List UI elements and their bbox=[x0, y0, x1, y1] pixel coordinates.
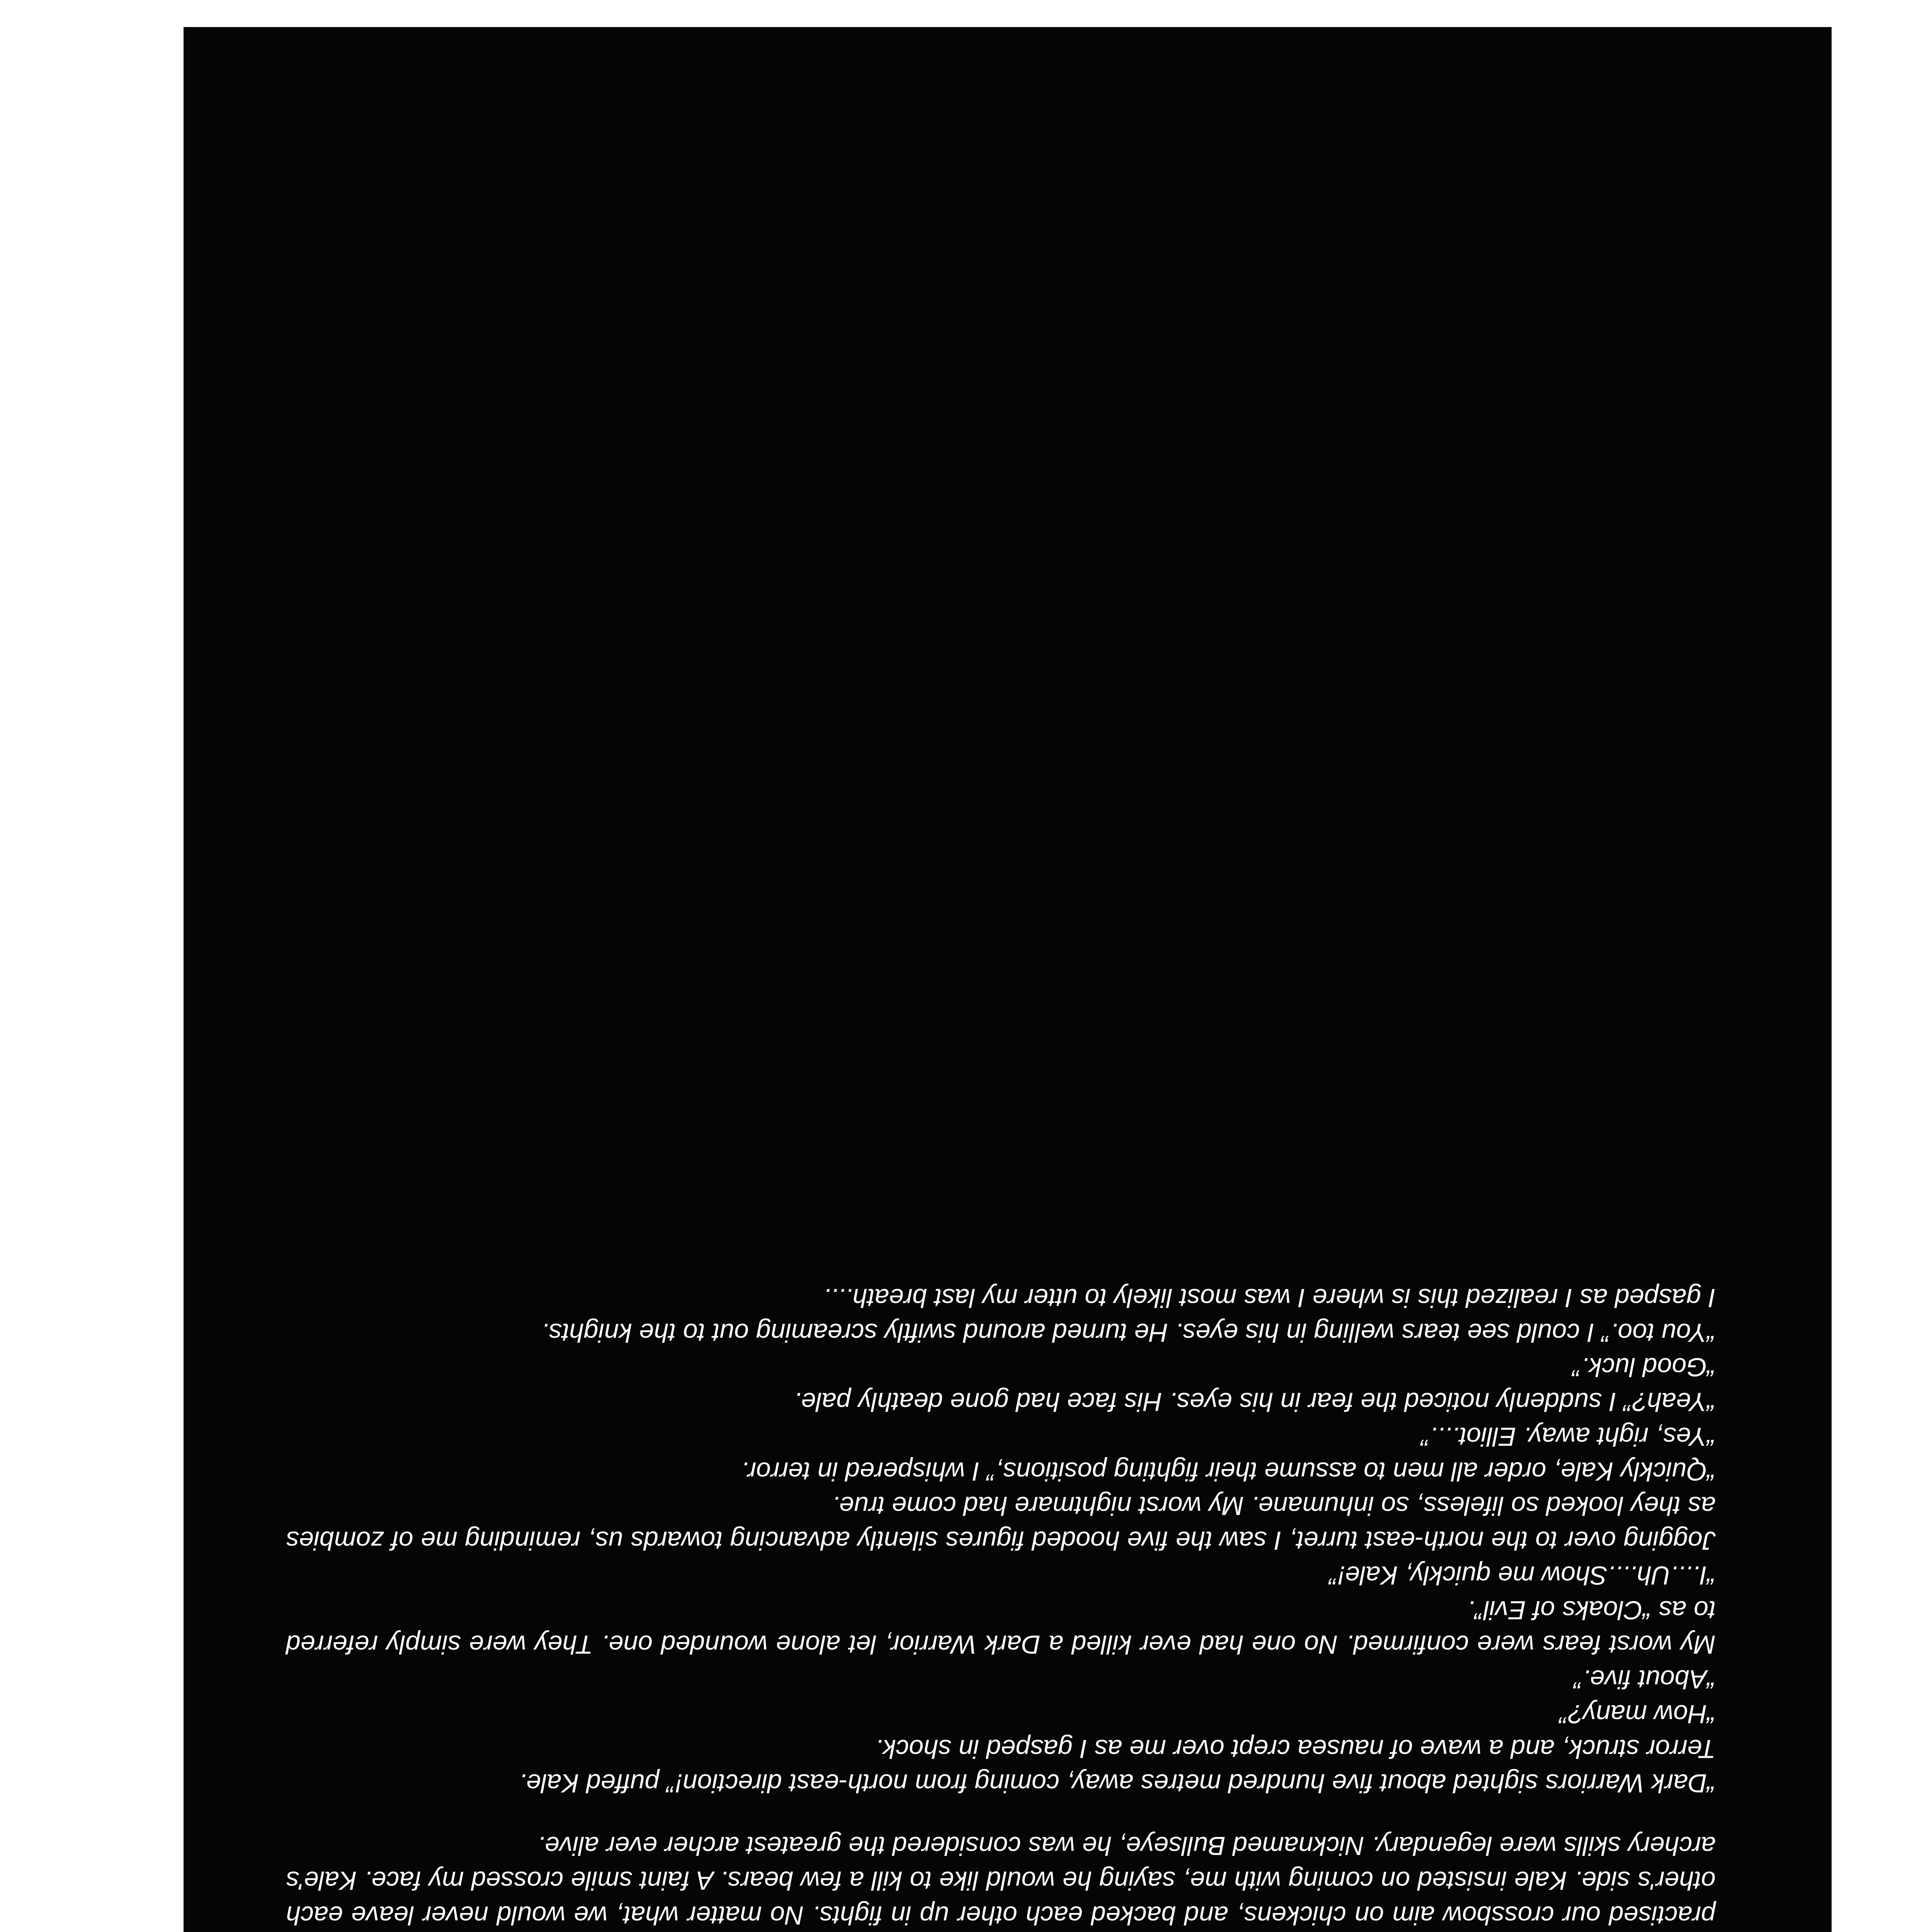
document-page bbox=[184, 27, 1832, 1932]
document-content bbox=[286, 1252, 1716, 1932]
paragraph-4-dialogue: “Dark Warriors sighted about five hundred metres away, coming from north-east direction!” puffed Kale. Terror struck, and a wave of nausea crept over me as I gasped in shock. “How many?” “About five.” My worst fears were confirmed. No one had ever killed a Dark Warrior, let alone wounded one. They were simply referred to as “Cloaks of Evil”. “I....Uh....Show me quickly, Kale!” Jogging over to the north-east turret, I saw the five hooded figures silently advancing towards us, reminding me of zombies as they looked so lifeless, so inhumane. My worst nightmare had come true. “Quickly Kale, order all men to assume their fighting positions,” I whispered in terror. “Yes, right away. Elliot....” “Yeah?” I suddenly noticed the fear in his eyes. His face had gone deathly pale. “Good luck.” “You too.” I could see tears welling in his eyes. He turned around swiftly screaming out to the knights. I gasped as I realized this is where I was most likely to utter my last breath.... bbox=[286, 1283, 1716, 1798]
paragraph-3: practised our crossbow aim on chickens, and backed each other up in fights. No matter what, we would never leave each other's side. Kale insisted on coming with me, saying he would like to kill a few bears. A faint smile crossed my face. Kale's archery skills were legendary. Nicknamed Bullseye, he was considered the greatest archer ever alive. bbox=[286, 1831, 1716, 1930]
